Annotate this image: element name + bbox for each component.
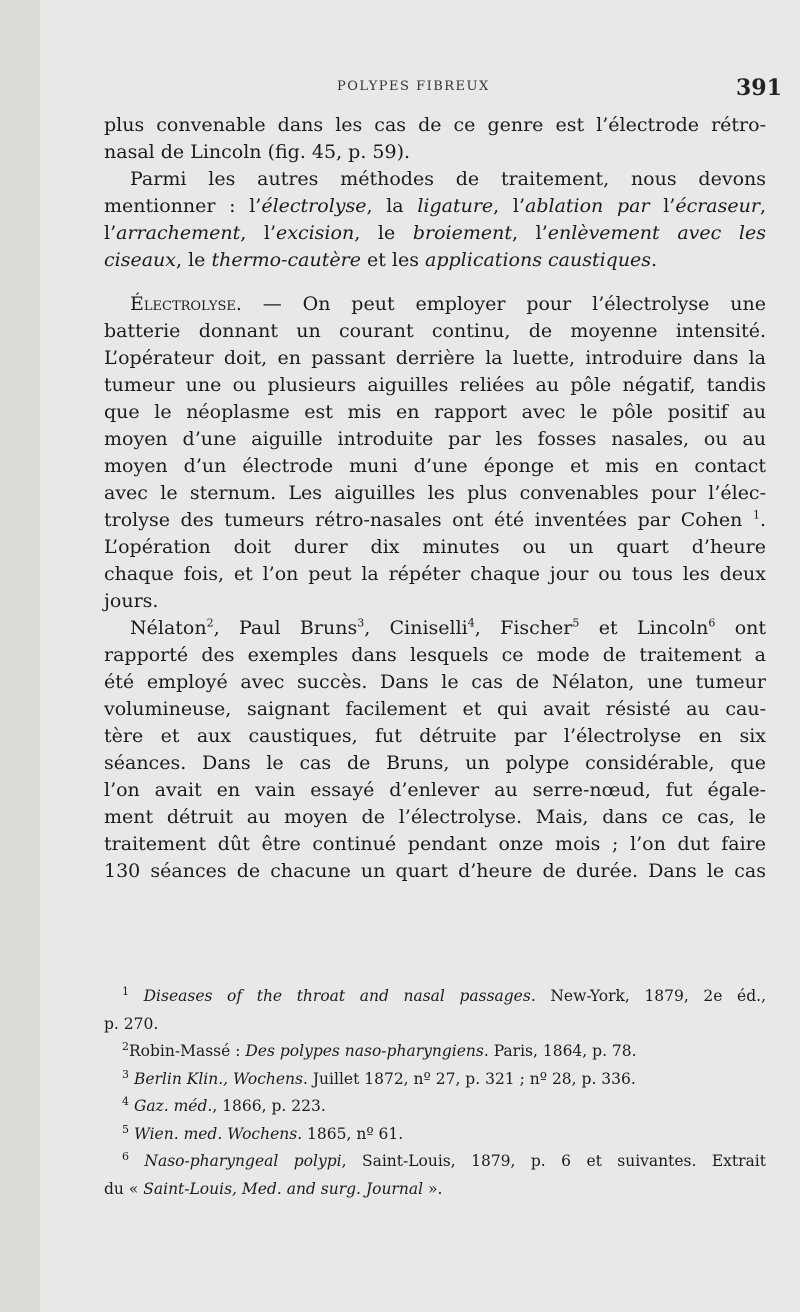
text-line: l’on avait en vain essayé d’enlever au serre-nœud, fut égale- xyxy=(104,779,766,801)
text-line: volumineuse, saignant facilement et qui avait résisté au cau- xyxy=(104,698,766,720)
text-line: nasal de Lincoln (fig. 45, p. 59). xyxy=(104,141,411,163)
text-line: L’opération doit durer dix minutes ou un quart d’heure xyxy=(104,536,766,558)
text-line: moyen d’un électrode muni d’une éponge et mis en contact xyxy=(104,455,766,477)
text-line: tumeur une ou plusieurs aiguilles reliées au pôle négatif, tandis xyxy=(104,374,766,396)
footnotes xyxy=(104,983,766,1203)
footnote-1-cont: p. 270. xyxy=(104,1014,159,1033)
page-header xyxy=(0,75,800,103)
page-number: 391 xyxy=(736,75,782,101)
text-line: que le néoplasme est mis en rapport avec le pôle positif au xyxy=(104,401,766,423)
footnote-5: $^5$ Wien. med. Wochens. 1865, nº 61. xyxy=(122,1122,404,1143)
text-line: tère et aux caustiques, fut détruite par l’électrolyse en six xyxy=(104,725,766,747)
text-line: batterie donnant un courant continu, de moyenne intensité. xyxy=(104,320,766,342)
footnote-ref: 5 xyxy=(572,616,580,630)
text-line: ment détruit au moyen de l’électrolyse. Mais, dans ce cas, le xyxy=(104,806,766,828)
paragraph-start: Nélaton$^2$, Paul Bruns$^3$, Ciniselli$^4$, Fischer$^5$ et Lincoln$^6$ ont xyxy=(130,616,767,639)
text-line: mentionner : l’électrolyse, la ligature, l’ablation par l’écraseur, xyxy=(104,195,766,217)
footnote-2: $^2$Robin-Massé : Des polypes naso-pharyngiens. Paris, 1864, p. 78. xyxy=(122,1039,637,1060)
text-line: séances. Dans le cas de Bruns, un polype considérable, que xyxy=(104,752,766,774)
paragraph-gap xyxy=(104,274,766,291)
footnote-4: $^4$ Gaz. méd., 1866, p. 223. xyxy=(122,1094,326,1115)
footnote-6: $^6$ Naso-pharyngeal polypi, Saint-Louis, 1879, p. 6 et suivantes. Extrait xyxy=(122,1149,766,1170)
text-line: 130 séances de chacune un quart d’heure de durée. Dans le cas xyxy=(104,860,766,882)
footnote-ref: 4 xyxy=(467,616,475,630)
text-line: chaque fois, et l’on peut la répéter chaque jour ou tous les deux xyxy=(104,563,766,585)
footnote-ref: 2 xyxy=(206,616,214,630)
text-line: plus convenable dans les cas de ce genre est l’électrode rétro- xyxy=(104,114,766,136)
footnote-ref: 3 xyxy=(357,616,365,630)
text-line: trolyse des tumeurs rétro-nasales ont été inventées par Cohen $^1$. xyxy=(104,508,766,531)
footnote-ref: 6 xyxy=(708,616,716,630)
text-line: moyen d’une aiguille introduite par les fosses nasales, ou au xyxy=(104,428,766,450)
footnote-1: $^1$ Diseases of the throat and nasal passages. New-York, 1879, 2e éd., xyxy=(122,984,767,1005)
text-line: jours. xyxy=(104,590,159,612)
text-line: traitement dût être continué pendant onze mois ; l’on dut faire xyxy=(104,833,766,855)
text-line: été employé avec succès. Dans le cas de Nélaton, une tumeur xyxy=(104,671,766,693)
footnote-ref: 1 xyxy=(752,508,760,522)
text-line: avec le sternum. Les aiguilles les plus convenables pour l’élec- xyxy=(104,482,766,504)
footnote-6-cont: du « Saint-Louis, Med. and surg. Journal ». xyxy=(104,1179,443,1198)
paragraph-start: Parmi les autres méthodes de traitement, nous devons xyxy=(130,168,766,190)
text-line: ciseaux, le thermo-cautère et les applications caustiques. xyxy=(104,249,658,271)
section-start: Électrolyse. — On peut employer pour l’électrolyse une xyxy=(130,293,766,315)
body-text xyxy=(104,112,766,885)
section-heading: Électrolyse. xyxy=(130,293,242,315)
text-line: L’opérateur doit, en passant derrière la luette, introduire dans la xyxy=(104,347,766,369)
footnote-3: $^3$ Berlin Klin., Wochens. Juillet 1872, nº 27, p. 321 ; nº 28, p. 336. xyxy=(122,1067,636,1088)
running-title: POLYPES FIBREUX xyxy=(337,79,490,94)
text-line: l’arrachement, l’excision, le broiement, l’enlèvement avec les xyxy=(104,222,766,244)
text-line: rapporté des exemples dans lesquels ce mode de traitement a xyxy=(104,644,766,666)
